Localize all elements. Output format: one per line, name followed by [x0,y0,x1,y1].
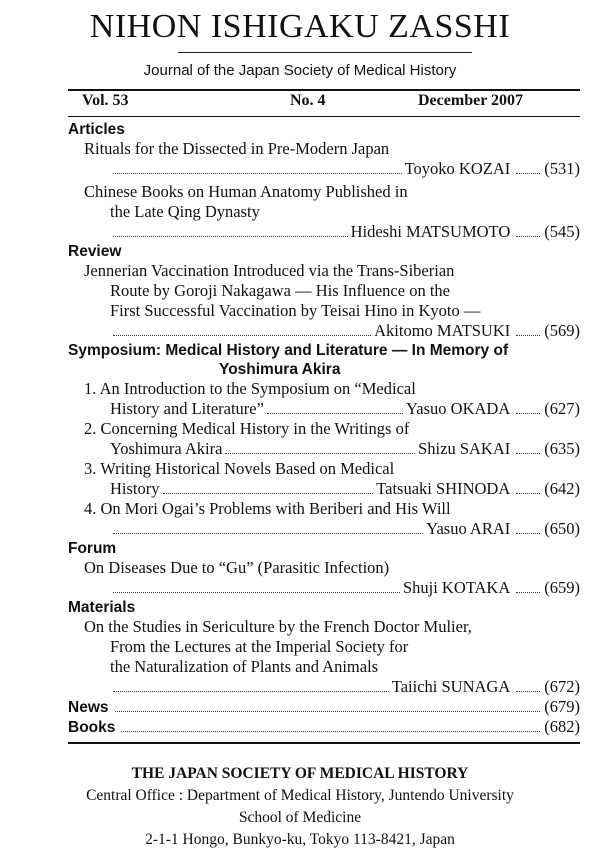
entry-author: Yasuo OKADA [406,399,511,418]
toc-entry[interactable] [68,379,580,419]
entry-title: On Diseases Due to “Gu” (Parasitic Infection) [84,558,390,577]
title-divider [178,52,472,53]
leader-dots [113,592,400,593]
entry-page: (642) [544,479,580,498]
entry-title: Chinese Books on Human Anatomy Published in [84,182,408,201]
section-heading-symposium [68,341,580,379]
entry-page: (531) [544,159,580,178]
office-line: Central Office : Department of Medical History, Juntendo University [86,787,514,804]
entry-title: 4. On Mori Ogai’s Problems with Beriberi and His Will [84,499,451,518]
entry-title-cont: the Late Qing Dynasty [110,202,260,221]
section-heading-materials: Materials [68,599,136,616]
leader-dots [115,711,541,712]
entry-author: Shizu SAKAI [418,439,511,458]
entry-page: (672) [544,677,580,696]
entry-author: Hideshi MATSUMOTO [350,222,511,241]
address: 2-1-1 Hongo, Bunkyo-ku, Tokyo 113-8421, Japan [145,831,455,848]
section-heading-books: Books [68,719,116,736]
leader-dots [516,413,540,414]
leader-dots [516,533,540,534]
toc-entry[interactable] [68,182,580,242]
toc-entry-news[interactable] [68,697,580,717]
entry-page: (627) [544,399,580,418]
toc-entry[interactable] [68,419,580,459]
entry-page: (679) [544,697,580,716]
entry-title-cont: From the Lectures at the Imperial Society for [110,637,409,656]
entry-title: Rituals for the Dissected in Pre-Modern Japan [84,139,390,158]
entry-page: (659) [544,578,580,597]
toc-entry[interactable] [68,617,580,697]
leader-dots [516,236,540,237]
leader-dots [516,453,540,454]
entry-author: Akitomo MATSUKI [374,321,511,340]
entry-title-cont: History [110,479,160,498]
entry-page: (682) [544,717,580,736]
entry-title-cont: Route by Goroji Nakagawa — His Influence on the [110,281,450,300]
date-label: December 2007 [418,92,523,109]
entry-page: (545) [544,222,580,241]
entry-page: (569) [544,321,580,340]
entry-title: 2. Concerning Medical History in the Writings of [84,419,410,438]
leader-dots [516,335,540,336]
journal-subtitle: Journal of the Japan Society of Medical History [143,62,457,79]
leader-dots [516,592,540,593]
leader-dots [121,731,540,732]
leader-dots [113,533,423,534]
section-heading-news: News [68,699,109,716]
entry-page: (650) [544,519,580,538]
entry-author: Taiichi SUNAGA [391,677,511,696]
entry-title-cont: the Naturalization of Plants and Animals [110,657,379,676]
society-name: THE JAPAN SOCIETY OF MEDICAL HISTORY [131,765,469,782]
entry-author: Toyoko KOZAI [404,159,511,178]
publisher-footer [0,763,600,851]
symposium-heading-line1: Symposium: Medical History and Literature — In Memory of [68,342,509,359]
toc-entry[interactable] [68,459,580,499]
leader-dots [225,453,415,454]
entry-page: (635) [544,439,580,458]
entry-author: Yasuo ARAI [426,519,511,538]
toc-entry[interactable] [68,558,580,598]
entry-title: Jennerian Vaccination Introduced via the Trans-Siberian [84,261,455,280]
entry-title: 1. An Introduction to the Symposium on “Medical [84,379,416,398]
entry-author: Shuji KOTAKA [402,578,511,597]
leader-dots [163,493,374,494]
volume-label: Vol. 53 [82,92,129,109]
header-rule [68,89,580,91]
leader-dots [516,173,540,174]
leader-dots [113,173,402,174]
leader-dots [113,691,389,692]
entry-title: 3. Writing Historical Novels Based on Medical [84,459,395,478]
table-of-contents [68,120,580,737]
symposium-heading-line2: Yoshimura Akira [219,361,341,378]
toc-entry[interactable] [68,139,580,179]
leader-dots [113,335,371,336]
leader-dots [516,691,540,692]
entry-title-cont: First Successful Vaccination by Teisai Hino in Kyoto — [110,301,481,320]
section-heading-articles: Articles [68,121,125,138]
office-line-cont: School of Medicine [238,809,362,826]
toc-entry[interactable] [68,261,580,341]
issue-info-row [68,92,580,114]
entry-author: Tatsuaki SHINODA [376,479,511,498]
entry-title-cont: History and Literature” [110,399,264,418]
toc-entry-books[interactable] [68,717,580,737]
toc-entry[interactable] [68,499,580,539]
entry-title-cont: Yoshimura Akira [110,439,223,458]
section-heading-forum: Forum [68,540,117,557]
issue-info-rule [68,116,580,117]
leader-dots [516,493,540,494]
leader-dots [267,413,403,414]
section-heading-review: Review [68,243,122,260]
footer-rule [68,742,580,744]
journal-title: NIHON ISHIGAKU ZASSHI [89,8,511,45]
leader-dots [113,236,348,237]
number-label: No. 4 [290,92,326,109]
entry-title: On the Studies in Sericulture by the French Doctor Mulier, [84,617,472,636]
